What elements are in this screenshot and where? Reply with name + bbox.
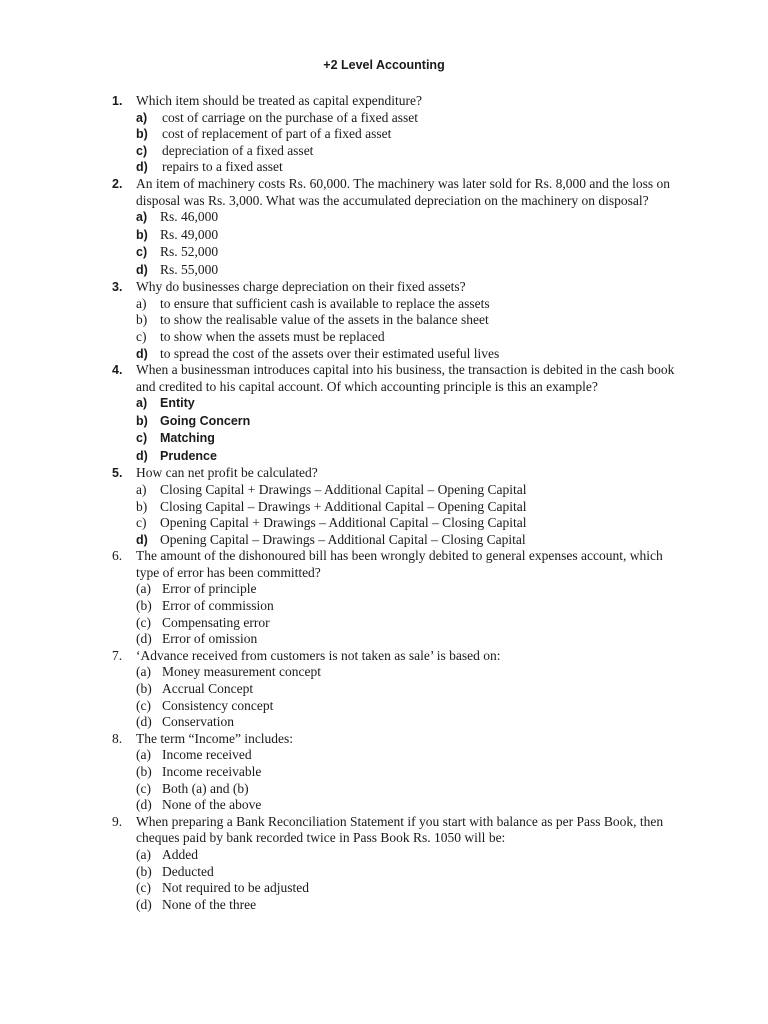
option-letter: (a) bbox=[136, 581, 151, 597]
option-item bbox=[0, 126, 768, 143]
option-text: Opening Capital + Drawings – Additional Capital – Closing Capital bbox=[160, 515, 527, 531]
question-2 bbox=[0, 176, 768, 209]
question-4 bbox=[0, 362, 768, 395]
question-number: 5. bbox=[112, 466, 123, 481]
option-item bbox=[0, 430, 768, 448]
option-letter: d) bbox=[136, 160, 148, 175]
option-item bbox=[0, 482, 768, 499]
option-letter: (b) bbox=[136, 764, 152, 779]
option-item bbox=[0, 395, 768, 413]
option-text: None of the above bbox=[162, 797, 262, 813]
option-letter: a) bbox=[136, 396, 148, 411]
option-text: Income received bbox=[162, 747, 252, 763]
option-text: Error of principle bbox=[162, 581, 257, 597]
question-7 bbox=[0, 648, 768, 665]
option-text: Error of omission bbox=[162, 631, 258, 647]
option-text: Prudence bbox=[160, 448, 217, 463]
option-text: Consistency concept bbox=[162, 697, 274, 713]
option-item bbox=[0, 847, 768, 864]
option-item bbox=[0, 698, 768, 715]
option-letter: d) bbox=[136, 448, 148, 463]
question-number: 9. bbox=[112, 813, 123, 829]
option-letter: (d) bbox=[136, 797, 152, 813]
question-number: 7. bbox=[112, 647, 123, 663]
option-item bbox=[0, 681, 768, 698]
option-letter: (b) bbox=[136, 681, 152, 697]
option-text: Opening Capital – Drawings – Additional Capital – Closing Capital bbox=[160, 531, 526, 547]
option-letter: c) bbox=[136, 245, 148, 260]
option-text: Going Concern bbox=[160, 413, 251, 428]
option-text: Rs. 49,000 bbox=[160, 226, 219, 242]
option-item bbox=[0, 631, 768, 648]
question-1 bbox=[0, 93, 768, 110]
option-text: Error of commission bbox=[162, 598, 274, 614]
question-text: ‘Advance received from customers is not taken as sale’ is based on: bbox=[136, 647, 501, 663]
question-number: 4. bbox=[112, 363, 123, 378]
option-text: Rs. 55,000 bbox=[160, 261, 219, 277]
option-letter: (a) bbox=[136, 846, 151, 862]
option-letter: (a) bbox=[136, 664, 151, 680]
option-text: None of the three bbox=[162, 896, 257, 912]
question-text: When preparing a Bank Reconciliation Statement if you start with balance as per Pass Book, then cheques paid by bank recorded twice in Pass Book Rs. 1050 will be: bbox=[136, 813, 664, 846]
option-letter: b) bbox=[136, 413, 148, 428]
option-letter: (d) bbox=[136, 714, 152, 730]
question-number: 8. bbox=[112, 730, 123, 746]
question-number: 2. bbox=[112, 176, 123, 191]
option-letter: a) bbox=[136, 481, 147, 497]
question-text: Which item should be treated as capital expenditure? bbox=[136, 93, 423, 108]
option-text: Compensating error bbox=[162, 614, 270, 630]
option-item bbox=[0, 532, 768, 549]
option-letter: (c) bbox=[136, 780, 151, 796]
option-item bbox=[0, 346, 768, 363]
option-text: to show the realisable value of the assets in the balance sheet bbox=[160, 312, 489, 328]
option-item bbox=[0, 515, 768, 532]
option-letter: d) bbox=[136, 346, 148, 361]
option-item bbox=[0, 864, 768, 881]
option-text: cost of replacement of part of a fixed asset bbox=[162, 126, 392, 142]
option-item bbox=[0, 262, 768, 280]
option-item bbox=[0, 764, 768, 781]
option-letter: b) bbox=[136, 312, 148, 328]
option-item bbox=[0, 329, 768, 346]
option-text: depreciation of a fixed asset bbox=[162, 142, 314, 158]
option-item bbox=[0, 581, 768, 598]
option-item bbox=[0, 598, 768, 615]
question-6 bbox=[0, 548, 768, 581]
option-item bbox=[0, 413, 768, 431]
option-letter: (d) bbox=[136, 896, 152, 912]
option-text: Both (a) and (b) bbox=[162, 780, 249, 796]
option-text: to ensure that sufficient cash is available to replace the assets bbox=[160, 295, 490, 311]
option-item bbox=[0, 615, 768, 632]
option-letter: d) bbox=[136, 262, 148, 277]
option-item bbox=[0, 244, 768, 262]
option-text: Matching bbox=[160, 431, 215, 446]
option-item bbox=[0, 499, 768, 516]
question-8 bbox=[0, 731, 768, 748]
question-text: An item of machinery costs Rs. 60,000. The machinery was later sold for Rs. 8,000 and the loss on disposal was Rs. 3,000. What was the accumulated depreciation on the machinery on disposal? bbox=[136, 175, 671, 208]
option-letter: c) bbox=[136, 143, 148, 158]
question-number: 3. bbox=[112, 280, 123, 295]
option-text: Deducted bbox=[162, 863, 214, 879]
option-item bbox=[0, 781, 768, 798]
question-text: The amount of the dishonoured bill has been wrongly debited to general expenses account, which type of error has been committed? bbox=[136, 548, 663, 580]
option-letter: c) bbox=[136, 328, 147, 344]
option-letter: (a) bbox=[136, 747, 151, 763]
option-item bbox=[0, 227, 768, 245]
option-letter: c) bbox=[136, 431, 148, 446]
option-letter: (d) bbox=[136, 631, 152, 647]
option-text: Closing Capital + Drawings – Additional Capital – Opening Capital bbox=[160, 481, 527, 497]
question-list bbox=[0, 93, 768, 913]
option-letter: (c) bbox=[136, 697, 151, 713]
option-item bbox=[0, 296, 768, 313]
option-item bbox=[0, 897, 768, 914]
option-letter: a) bbox=[136, 110, 148, 125]
option-text: repairs to a fixed asset bbox=[162, 159, 283, 175]
option-item bbox=[0, 747, 768, 764]
question-text: The term “Income” includes: bbox=[136, 730, 294, 746]
option-text: to show when the assets must be replaced bbox=[160, 328, 385, 344]
option-item bbox=[0, 143, 768, 160]
question-9 bbox=[0, 814, 768, 847]
option-letter: (c) bbox=[136, 880, 151, 896]
question-5 bbox=[0, 465, 768, 482]
option-text: Rs. 46,000 bbox=[160, 209, 219, 225]
option-item bbox=[0, 448, 768, 466]
option-text: Entity bbox=[160, 396, 195, 411]
option-letter: b) bbox=[136, 127, 148, 142]
option-item bbox=[0, 714, 768, 731]
option-letter: (b) bbox=[136, 598, 152, 614]
option-letter: b) bbox=[136, 227, 148, 242]
option-letter: a) bbox=[136, 210, 148, 225]
question-3 bbox=[0, 279, 768, 296]
option-text: Not required to be adjusted bbox=[162, 880, 309, 896]
option-letter: d) bbox=[136, 532, 148, 547]
option-item bbox=[0, 312, 768, 329]
option-text: Rs. 52,000 bbox=[160, 244, 219, 260]
question-text: When a businessman introduces capital into his business, the transaction is debited in the cash book and credited to his capital account. Of which accounting principle is this an example? bbox=[136, 362, 675, 394]
option-item bbox=[0, 159, 768, 176]
option-item bbox=[0, 664, 768, 681]
option-text: to spread the cost of the assets over their estimated useful lives bbox=[160, 345, 500, 361]
option-item bbox=[0, 797, 768, 814]
question-text: How can net profit be calculated? bbox=[136, 465, 318, 481]
option-text: Closing Capital – Drawings + Additional Capital – Opening Capital bbox=[160, 498, 527, 514]
option-letter: b) bbox=[136, 498, 148, 514]
option-text: Money measurement concept bbox=[162, 664, 321, 680]
question-number: 6. bbox=[112, 548, 123, 564]
option-letter: (c) bbox=[136, 614, 151, 630]
option-letter: (b) bbox=[136, 863, 152, 879]
option-item bbox=[0, 880, 768, 897]
option-letter: c) bbox=[136, 515, 147, 531]
option-text: cost of carriage on the purchase of a fixed asset bbox=[162, 109, 419, 125]
option-item bbox=[0, 110, 768, 127]
option-letter: a) bbox=[136, 295, 147, 311]
question-text: Why do businesses charge depreciation on their fixed assets? bbox=[136, 279, 466, 295]
option-text: Conservation bbox=[162, 714, 234, 730]
option-text: Added bbox=[162, 846, 198, 862]
question-number: 1. bbox=[112, 94, 123, 108]
page-title: +2 Level Accounting bbox=[323, 58, 445, 72]
option-text: Accrual Concept bbox=[162, 681, 254, 697]
option-item bbox=[0, 209, 768, 227]
option-text: Income receivable bbox=[162, 764, 262, 779]
